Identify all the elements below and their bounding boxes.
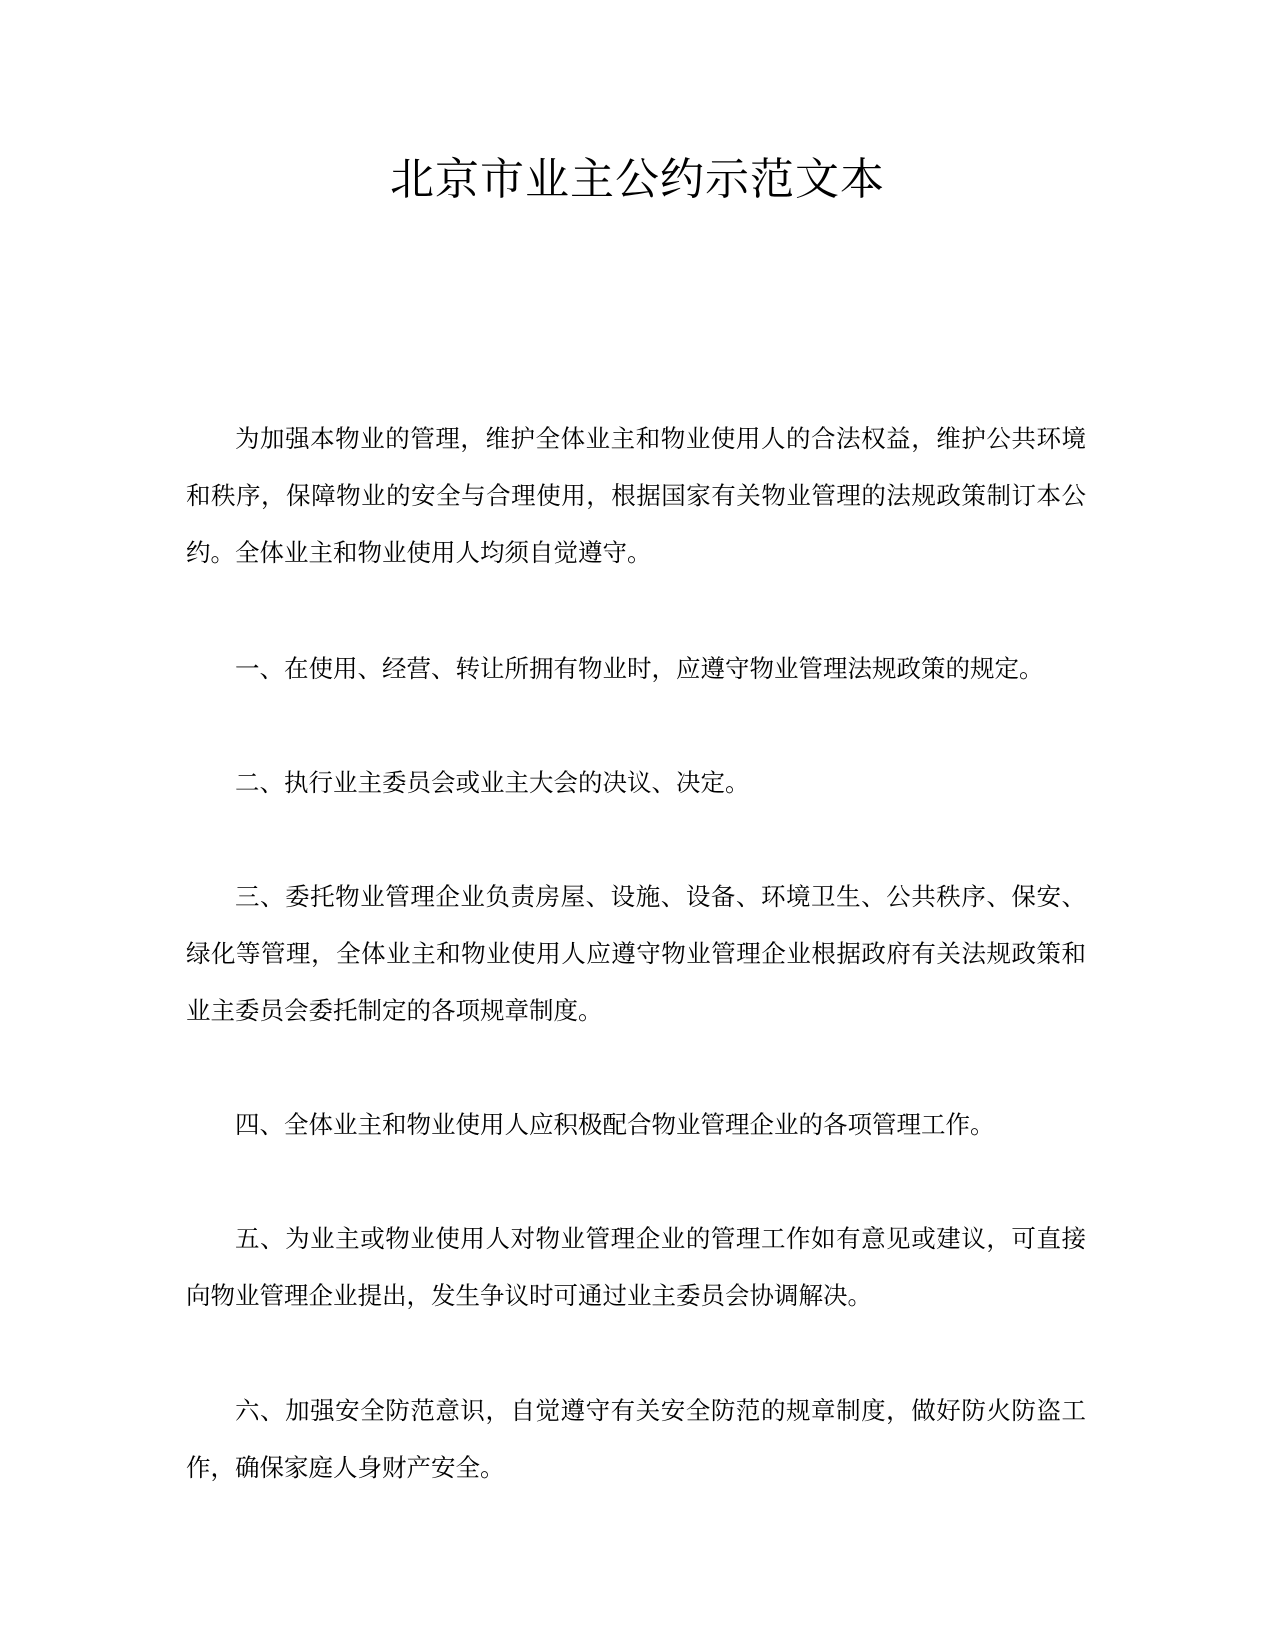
clause-2-paragraph: 二、执行业主委员会或业主大会的决议、决定。 (235, 768, 750, 797)
clause-6-paragraph: 六、加强安全防范意识，自觉遵守有关安全防范的规章制度，做好防火防盗工作，确保家庭人身财产安全。 (186, 1396, 1086, 1482)
clause-3-paragraph: 三、委托物业管理企业负责房屋、设施、设备、环境卫生、公共秩序、保安、绿化等管理，全体业主和物业使用人应遵守物业管理企业根据政府有关法规政策和业主委员会委托制定的各项规章制度。 (186, 882, 1086, 1025)
clause-1-paragraph: 一、在使用、经营、转让所拥有物业时，应遵守物业管理法规政策的规定。 (235, 654, 1044, 683)
clause-4-paragraph: 四、全体业主和物业使用人应积极配合物业管理企业的各项管理工作。 (235, 1110, 995, 1139)
clause-5-paragraph: 五、为业主或物业使用人对物业管理企业的管理工作如有意见或建议，可直接向物业管理企业提出，发生争议时可通过业主委员会协调解决。 (186, 1224, 1086, 1310)
document-title: 北京市业主公约示范文本 (390, 154, 885, 205)
preamble-paragraph: 为加强本物业的管理，维护全体业主和物业使用人的合法权益，维护公共环境和秩序，保障物业的安全与合理使用，根据国家有关物业管理的法规政策制订本公约。全体业主和物业使用人均须自觉遵守。 (186, 424, 1086, 567)
